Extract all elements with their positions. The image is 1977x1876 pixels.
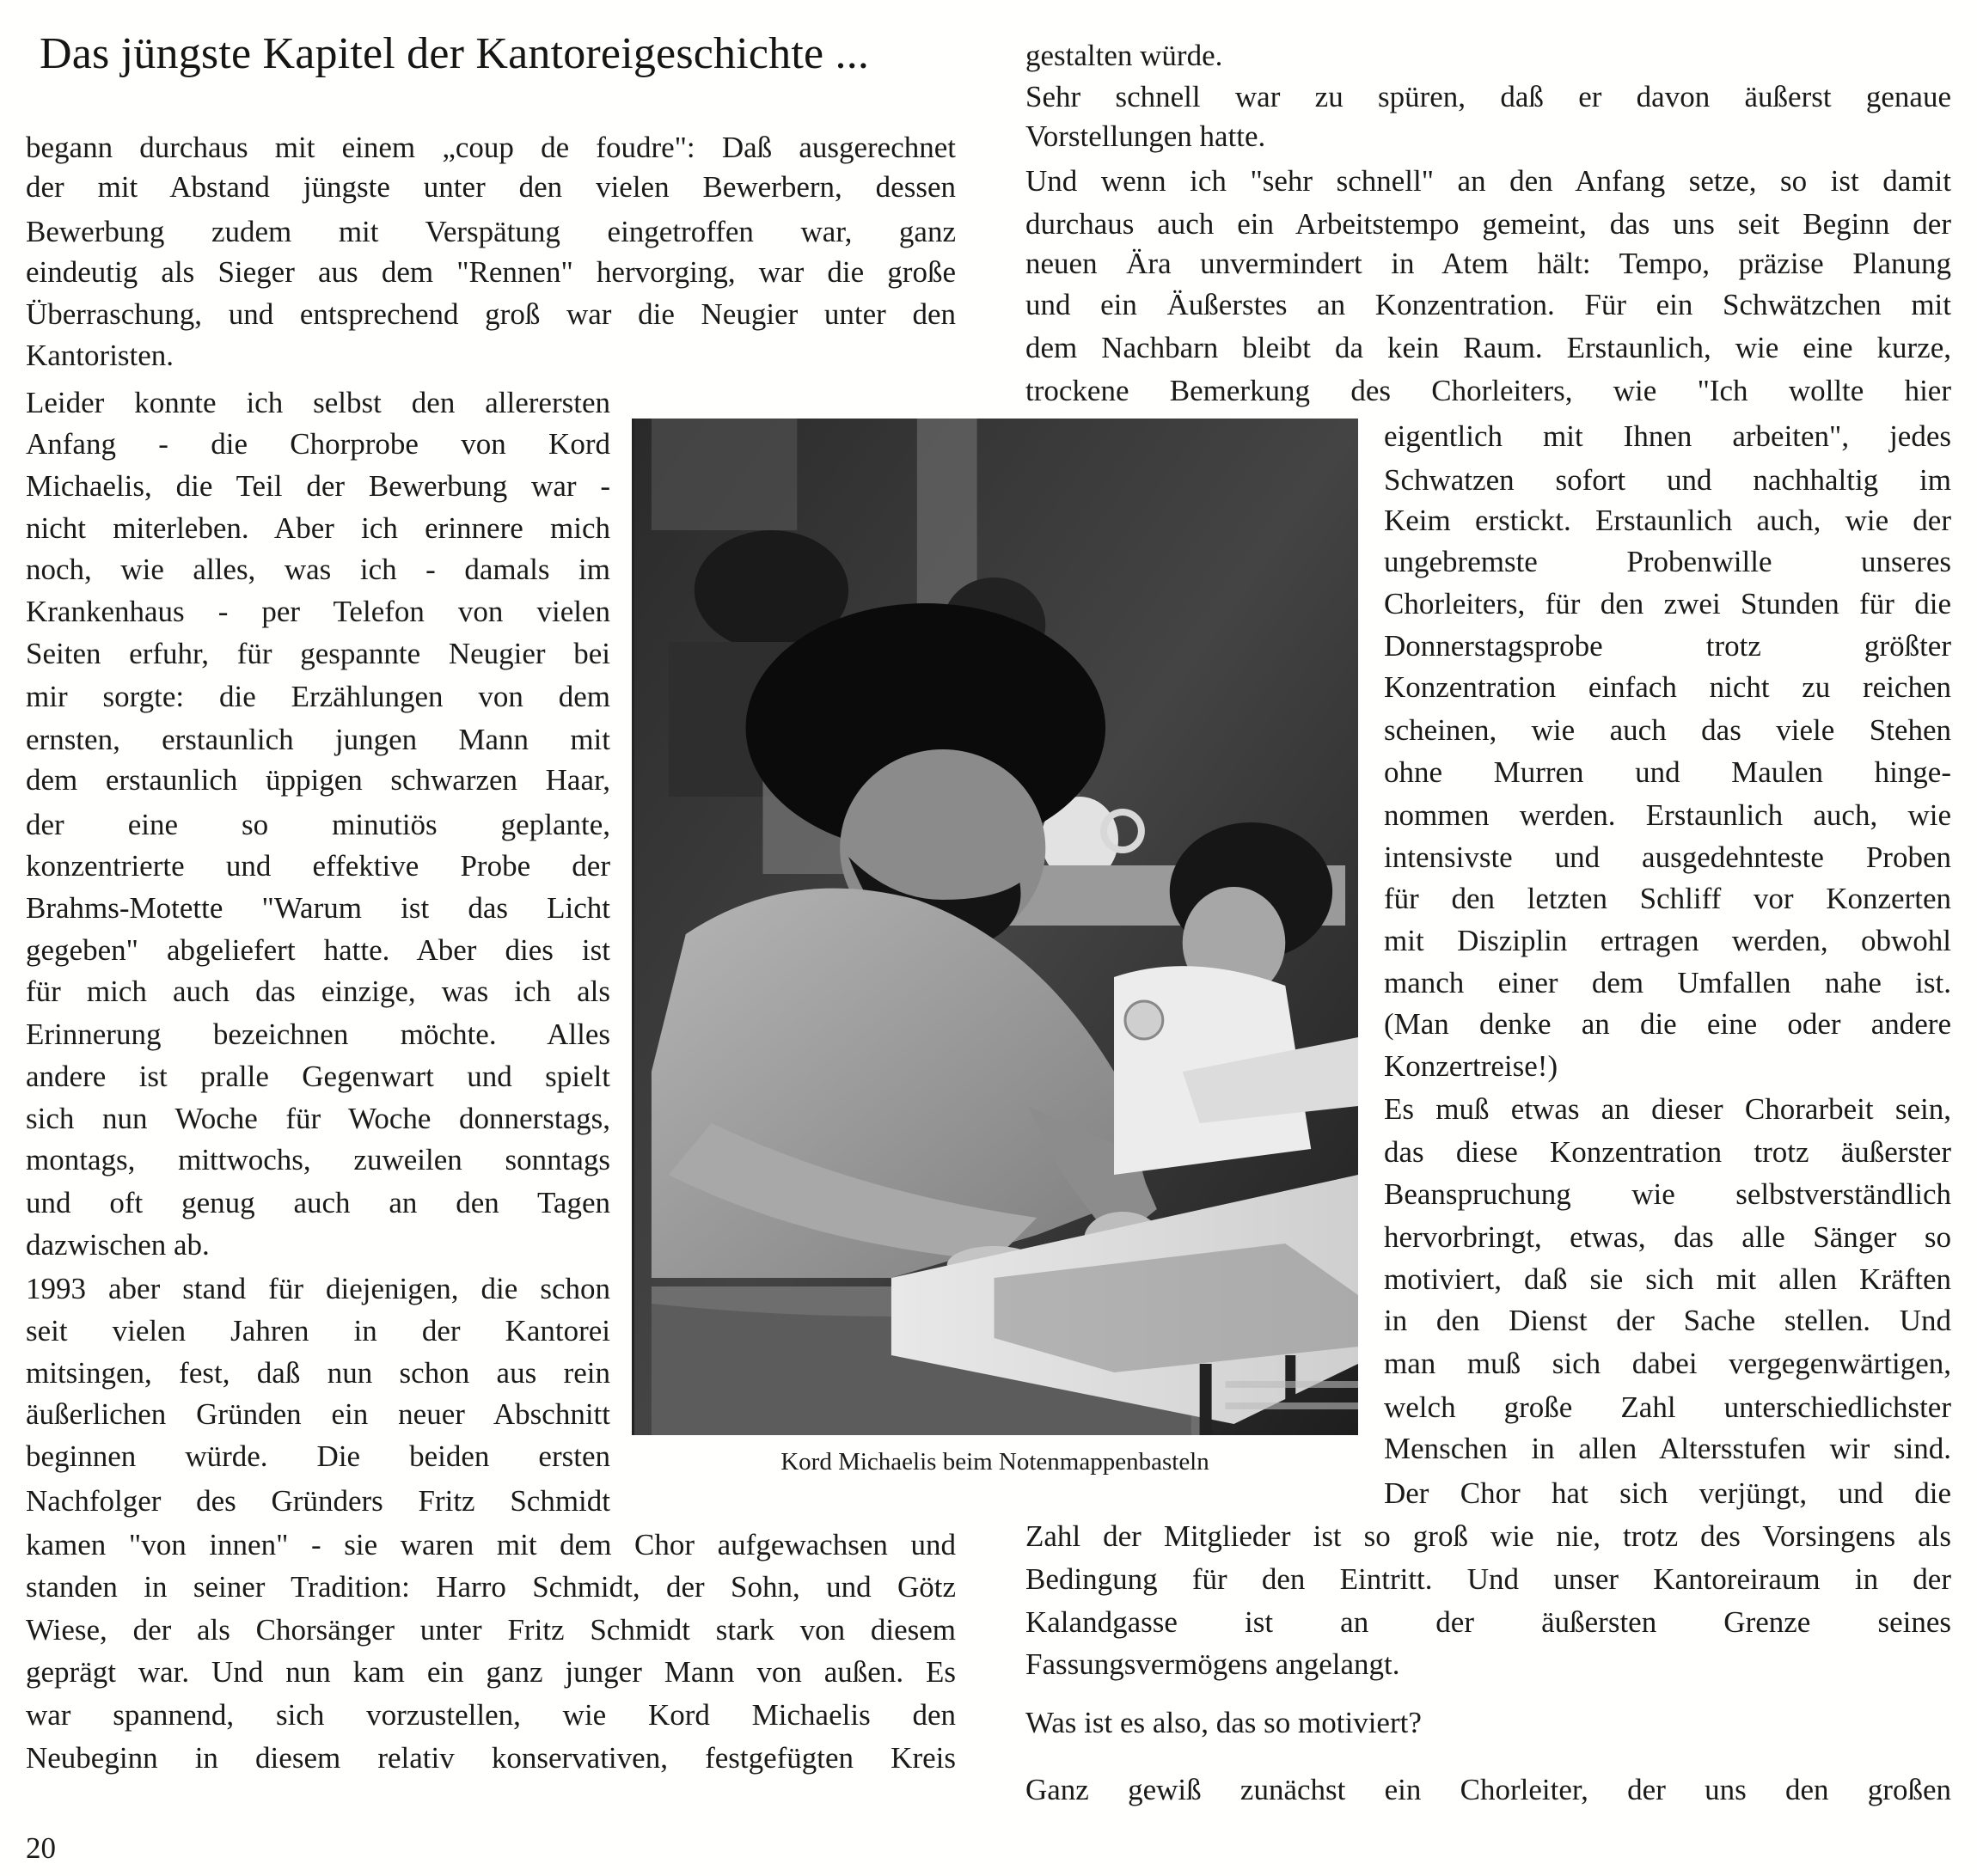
text-line: neuen Ära unvermindert in Atem hält: Tempo, präzise Planung bbox=[1025, 247, 1951, 280]
text-line: sich nun Woche für Woche donnerstags, bbox=[26, 1102, 610, 1135]
text-line: Anfang - die Chorprobe von Kord bbox=[26, 427, 610, 461]
page-number: 20 bbox=[26, 1831, 56, 1865]
text-line: Kantoristen. bbox=[26, 339, 174, 372]
text-line: Beanspruchung wie selbstverständlich bbox=[1384, 1177, 1951, 1211]
text-line: Wiese, der als Chorsänger unter Fritz Schmidt stark von diesem bbox=[26, 1613, 956, 1647]
text-line: begann durchaus mit einem „coup de foudre": Daß ausgerechnet bbox=[26, 131, 956, 164]
text-line: Brahms-Motette "Warum ist das Licht bbox=[26, 891, 610, 925]
text-line: dem erstaunlich üppigen schwarzen Haar, bbox=[26, 763, 610, 797]
text-line: und ein Äußerstes an Konzentration. Für ein Schwätzchen mit bbox=[1025, 288, 1951, 321]
text-line: Krankenhaus - per Telefon von vielen bbox=[26, 595, 610, 628]
text-line: Konzentration einfach nicht zu reichen bbox=[1384, 670, 1951, 704]
text-line: kamen "von innen" - sie waren mit dem Chor aufgewachsen und bbox=[26, 1528, 956, 1561]
text-line: geprägt war. Und nun kam ein ganz junger Mann von außen. Es bbox=[26, 1655, 956, 1689]
photo bbox=[632, 419, 1358, 1435]
text-line: montags, mittwochs, zuweilen sonntags bbox=[26, 1143, 610, 1176]
text-line: nommen werden. Erstaunlich auch, wie bbox=[1384, 798, 1951, 832]
text-line: Was ist es also, das so motiviert? bbox=[1025, 1706, 1422, 1739]
text-line: motiviert, daß sie sich mit allen Kräften bbox=[1384, 1262, 1951, 1296]
text-line: Vorstellungen hatte. bbox=[1025, 119, 1266, 153]
text-line: Neubeginn in diesem relativ konservativen, festgefügten Kreis bbox=[26, 1741, 956, 1775]
text-line: welch große Zahl unterschiedlichster bbox=[1384, 1390, 1951, 1424]
text-line: Leider konnte ich selbst den allerersten bbox=[26, 386, 610, 419]
text-line: war spannend, sich vorzustellen, wie Kord Michaelis den bbox=[26, 1698, 956, 1732]
text-line: intensivste und ausgedehnteste Proben bbox=[1384, 840, 1951, 874]
text-line: mir sorgte: die Erzählungen von dem bbox=[26, 680, 610, 713]
text-line: ungebremste Probenwille unseres bbox=[1384, 545, 1951, 578]
text-line: 1993 aber stand für diejenigen, die schon bbox=[26, 1272, 610, 1305]
text-line: der mit Abstand jüngste unter den vielen Bewerbern, dessen bbox=[26, 170, 956, 204]
text-line: Michaelis, die Teil der Bewerbung war - bbox=[26, 469, 610, 503]
text-line: scheinen, wie auch das viele Stehen bbox=[1384, 713, 1951, 747]
text-line: Fassungsvermögens angelangt. bbox=[1025, 1647, 1400, 1681]
text-line: Keim erstickt. Erstaunlich auch, wie der bbox=[1384, 504, 1951, 537]
text-line: Bewerbung zudem mit Verspätung eingetroffen war, ganz bbox=[26, 215, 956, 248]
text-line: standen in seiner Tradition: Harro Schmidt, der Sohn, und Götz bbox=[26, 1570, 956, 1604]
text-line: Und wenn ich "sehr schnell" an den Anfang setze, so ist damit bbox=[1025, 164, 1951, 198]
text-line: das diese Konzentration trotz äußerster bbox=[1384, 1135, 1951, 1169]
text-line: Zahl der Mitglieder ist so groß wie nie, trotz des Vorsingens als bbox=[1025, 1519, 1951, 1553]
text-line: mitsingen, fest, daß nun schon aus rein bbox=[26, 1356, 610, 1390]
text-line: andere ist pralle Gegenwart und spielt bbox=[26, 1060, 610, 1093]
text-line: Kalandgasse ist an der äußersten Grenze seines bbox=[1025, 1605, 1951, 1639]
text-line: äußerlichen Gründen ein neuer Abschnitt bbox=[26, 1397, 610, 1431]
text-line: nicht miterleben. Aber ich erinnere mich bbox=[26, 511, 610, 545]
text-line: durchaus auch ein Arbeitstempo gemeint, das uns seit Beginn der bbox=[1025, 207, 1951, 241]
text-line: Es muß etwas an dieser Chorarbeit sein, bbox=[1384, 1092, 1951, 1126]
text-line: Ganz gewiß zunächst ein Chorleiter, der uns den großen bbox=[1025, 1773, 1951, 1806]
text-line: man muß sich dabei vergegenwärtigen, bbox=[1384, 1347, 1951, 1380]
text-line: für mich auch das einzige, was ich als bbox=[26, 975, 610, 1008]
text-line: trockene Bemerkung des Chorleiters, wie "Ich wollte hier bbox=[1025, 374, 1951, 407]
text-line: Donnerstagsprobe trotz größter bbox=[1384, 629, 1951, 663]
photo-illustration bbox=[634, 419, 1358, 1435]
photo-caption: Kord Michaelis beim Notenmappenbasteln bbox=[780, 1448, 1209, 1476]
text-line: Überraschung, und entsprechend groß war die Neugier unter den bbox=[26, 297, 956, 331]
text-line: noch, wie alles, was ich - damals im bbox=[26, 553, 610, 586]
text-line: seit vielen Jahren in der Kantorei bbox=[26, 1314, 610, 1347]
text-line: beginnen würde. Die beiden ersten bbox=[26, 1439, 610, 1473]
article-title: Das jüngste Kapitel der Kantoreigeschichte ... bbox=[40, 29, 870, 78]
text-line: Menschen in allen Altersstufen wir sind. bbox=[1384, 1432, 1951, 1465]
text-line: gestalten würde. bbox=[1025, 39, 1223, 72]
text-line: Chorleiters, für den zwei Stunden für die bbox=[1384, 587, 1951, 620]
text-line: hervorbringt, etwas, das alle Sänger so bbox=[1384, 1220, 1951, 1254]
text-line: Erinnerung bezeichnen möchte. Alles bbox=[26, 1017, 610, 1051]
text-line: ernsten, erstaunlich jungen Mann mit bbox=[26, 723, 610, 756]
text-line: in den Dienst der Sache stellen. Und bbox=[1384, 1304, 1951, 1337]
text-line: Schwatzen sofort und nachhaltig im bbox=[1384, 463, 1951, 497]
text-line: der eine so minutiös geplante, bbox=[26, 808, 610, 841]
text-line: manch einer dem Umfallen nahe ist. bbox=[1384, 966, 1951, 999]
text-line: Bedingung für den Eintritt. Und unser Kantoreiraum in der bbox=[1025, 1562, 1951, 1596]
text-line: (Man denke an die eine oder andere bbox=[1384, 1007, 1951, 1041]
text-line: dem Nachbarn bleibt da kein Raum. Erstaunlich, wie eine kurze, bbox=[1025, 331, 1951, 364]
text-line: Sehr schnell war zu spüren, daß er davon äußerst genaue bbox=[1025, 80, 1951, 113]
text-line: Der Chor hat sich verjüngt, und die bbox=[1384, 1476, 1951, 1510]
text-line: dazwischen ab. bbox=[26, 1228, 210, 1262]
text-line: Konzertreise!) bbox=[1384, 1049, 1558, 1083]
text-line: konzentrierte und effektive Probe der bbox=[26, 849, 610, 883]
text-line: gegeben" abgeliefert hatte. Aber dies ist bbox=[26, 933, 610, 967]
text-line: eindeutig als Sieger aus dem "Rennen" hervorging, war die große bbox=[26, 255, 956, 289]
text-line: Seiten erfuhr, für gespannte Neugier bei bbox=[26, 637, 610, 670]
text-line: mit Disziplin ertragen werden, obwohl bbox=[1384, 924, 1951, 957]
text-line: für den letzten Schliff vor Konzerten bbox=[1384, 882, 1951, 915]
text-line: ohne Murren und Maulen hinge- bbox=[1384, 755, 1951, 789]
text-line: Nachfolger des Gründers Fritz Schmidt bbox=[26, 1484, 610, 1518]
text-line: und oft genug auch an den Tagen bbox=[26, 1186, 610, 1219]
text-line: eigentlich mit Ihnen arbeiten", jedes bbox=[1384, 419, 1951, 453]
